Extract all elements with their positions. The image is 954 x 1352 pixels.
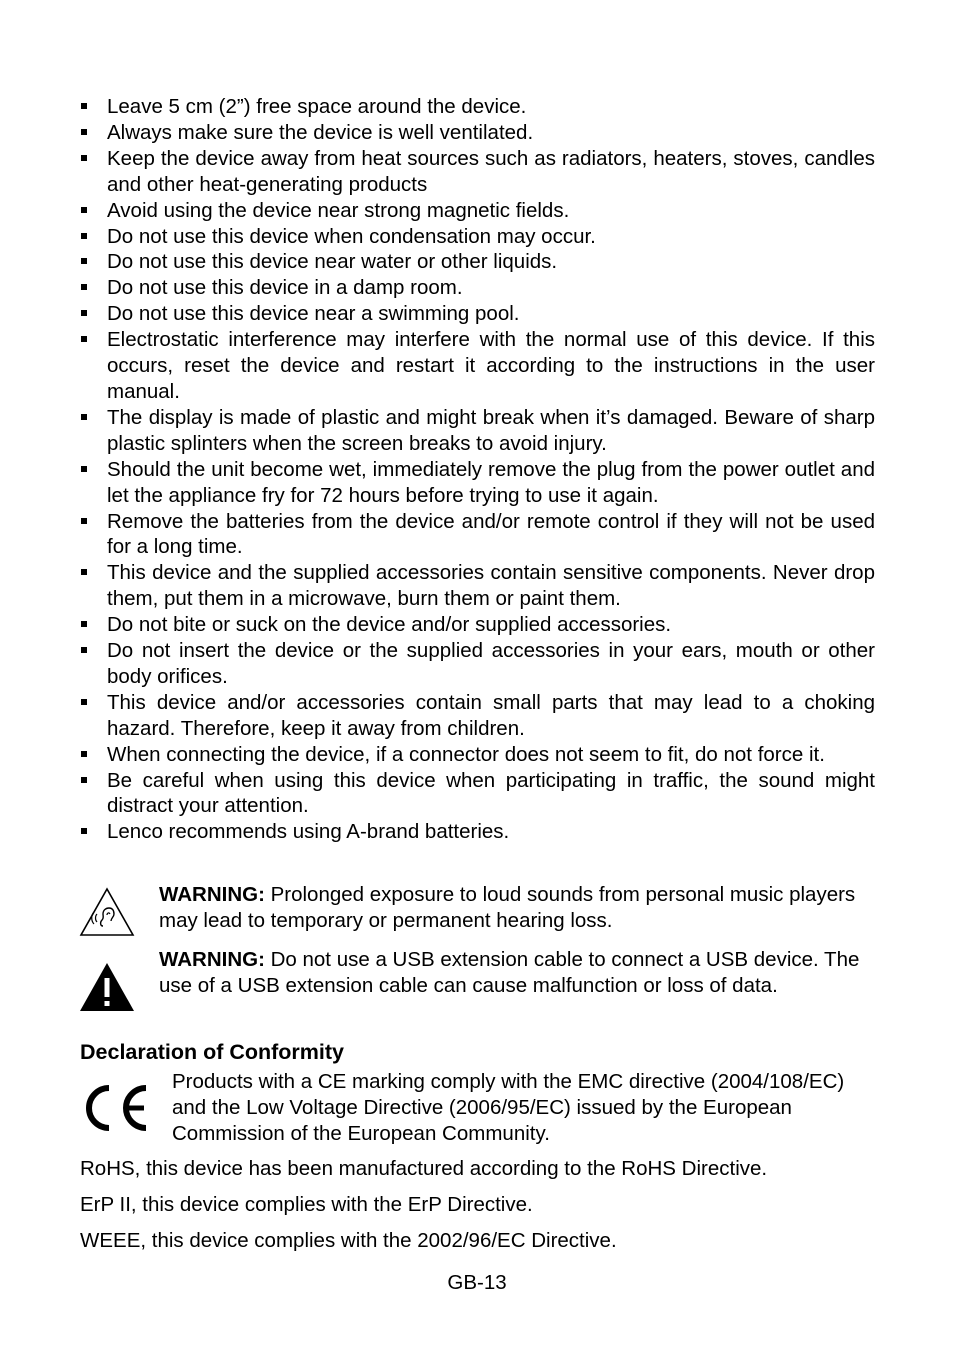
- warning-text: Prolonged exposure to loud sounds from personal music players may lead to temporary or permanent hearing loss.: [159, 883, 856, 932]
- erp-statement: ErP II, this device complies with the ErP Directive.: [80, 1193, 533, 1216]
- bullet-item: Do not bite or suck on the device and/or supplied accessories.: [80, 612, 875, 638]
- page-number: GB-13: [447, 1271, 507, 1294]
- ce-mark-icon: [80, 1082, 150, 1140]
- bullet-item: Lenco recommends using A-brand batteries.: [80, 819, 875, 845]
- bullet-item: The display is made of plastic and might break when it’s damaged. Beware of sharp plastic splinters when the screen breaks to avoid injury.: [80, 405, 875, 457]
- bullet-item: Be careful when using this device when participating in traffic, the sound might distract your attention.: [80, 768, 875, 820]
- bullet-item: Always make sure the device is well ventilated.: [80, 120, 875, 146]
- exclamation-warning-icon: [78, 961, 136, 1019]
- bullet-item: Should the unit become wet, immediately remove the plug from the power outlet and let the appliance fry for 72 hours before trying to use it again.: [80, 457, 875, 509]
- warning-label: WARNING:: [159, 883, 265, 906]
- bullet-item: This device and the supplied accessories contain sensitive components. Never drop them, put them in a microwave, burn them or paint them.: [80, 560, 875, 612]
- bullet-item: Do not use this device near a swimming pool.: [80, 301, 875, 327]
- bullet-item: Keep the device away from heat sources such as radiators, heaters, stoves, candles and other heat-generating products: [80, 146, 875, 198]
- bullet-item: Electrostatic interference may interfere with the normal use of this device. If this occurs, reset the device and restart it according to the instructions in the user manual.: [80, 327, 875, 405]
- bullet-item: Remove the batteries from the device and/or remote control if they will not be used for a long time.: [80, 509, 875, 561]
- bullet-item: Do not insert the device or the supplied accessories in your ears, mouth or other body orifices.: [80, 638, 875, 690]
- bullet-item: Do not use this device when condensation may occur.: [80, 224, 875, 250]
- bullet-item: Do not use this device in a damp room.: [80, 275, 875, 301]
- ce-description: Products with a CE marking comply with the EMC directive (2004/108/EC) and the Low Voltage Directive (2006/95/EC) issued by the European Commission of the European Community.: [172, 1070, 845, 1145]
- bullet-item: Avoid using the device near strong magnetic fields.: [80, 198, 875, 224]
- bullet-item: This device and/or accessories contain small parts that may lead to a choking hazard. Therefore, keep it away from children.: [80, 690, 875, 742]
- rohs-statement: RoHS, this device has been manufactured according to the RoHS Directive.: [80, 1157, 768, 1180]
- section-heading: Declaration of Conformity: [80, 1040, 344, 1064]
- hearing-warning-icon: [78, 886, 136, 944]
- weee-statement: WEEE, this device complies with the 2002/96/EC Directive.: [80, 1229, 617, 1252]
- warning-label: WARNING:: [159, 948, 265, 971]
- bullet-item: When connecting the device, if a connector does not seem to fit, do not force it.: [80, 742, 875, 768]
- warning-text: Do not use a USB extension cable to connect a USB device. The use of a USB extension cable can cause malfunction or loss of data.: [159, 948, 860, 997]
- safety-bullet-list: [80, 94, 875, 845]
- bullet-item: Leave 5 cm (2”) free space around the device.: [80, 94, 875, 120]
- bullet-item: Do not use this device near water or other liquids.: [80, 249, 875, 275]
